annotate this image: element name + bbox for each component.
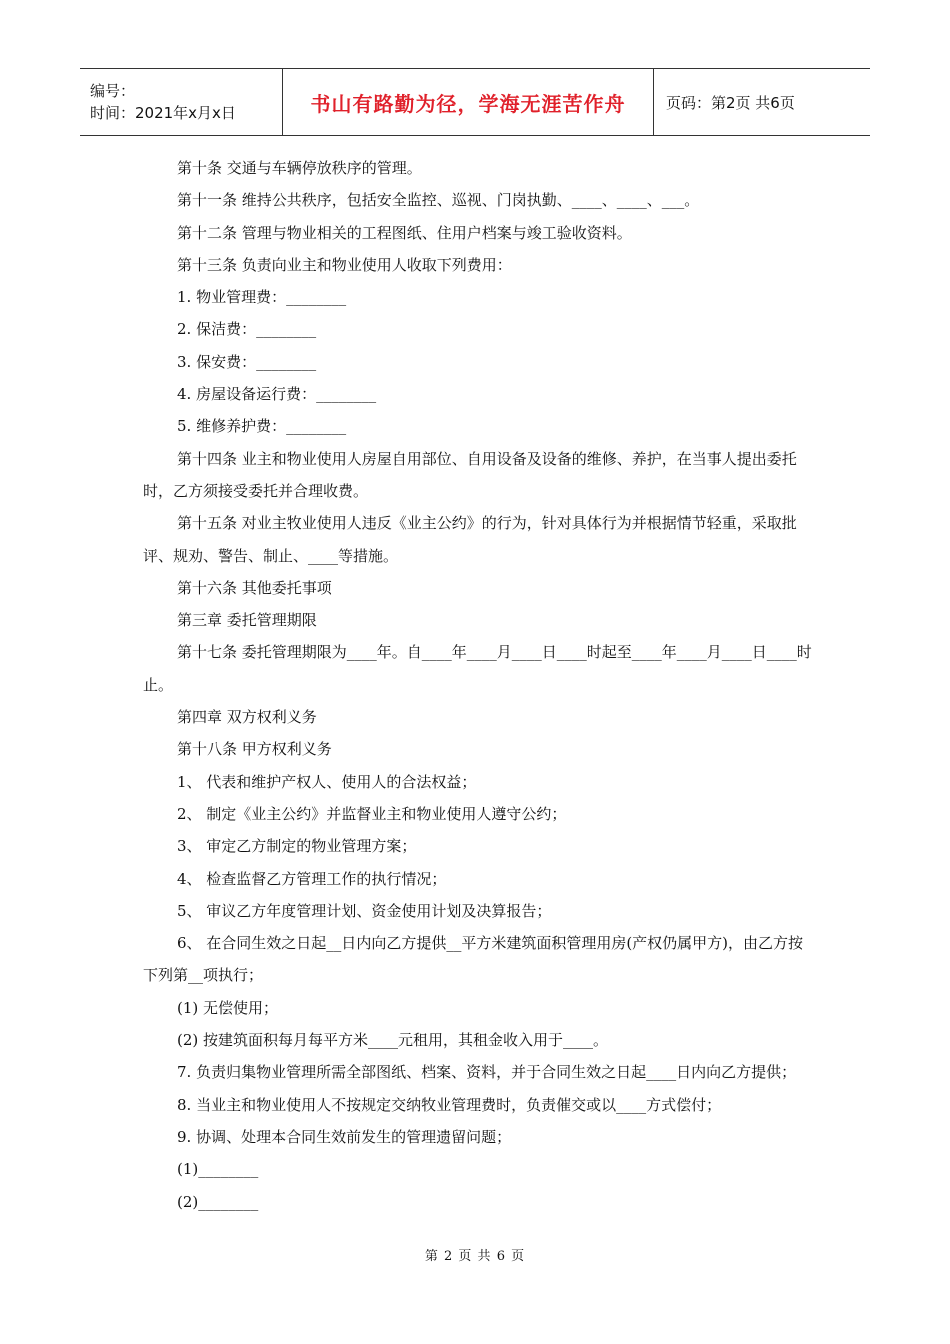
list-item: 7. 负责归集物业管理所需全部图纸、档案、资料，并于合同生效之日起____日内向乙方提供； [177, 1063, 797, 1082]
paragraph: 第十五条 对业主牧业使用人违反《业主公约》的行为，针对具体行为并根据情节轻重，采取批评、规劝、警告、制止、____等措施。 [143, 514, 797, 565]
page-header [80, 68, 870, 136]
paragraph: 第十四条 业主和物业使用人房屋自用部位、自用设备及设备的维修、养护，在当事人提出委托时，乙方须接受委托并合理收费。 [143, 449, 797, 500]
list-item: (2) 按建筑面积每月每平方米____元租用，其租金收入用于____。 [177, 1031, 609, 1050]
list-item: 4、 检查监督乙方管理工作的执行情况； [177, 869, 447, 888]
date-label: 时间：2021年x月x日 [90, 104, 236, 122]
list-item: 8. 当业主和物业使用人不按规定交纳牧业管理费时，负责催交或以____方式偿付； [177, 1095, 722, 1114]
chapter-heading: 第四章 双方权利义务 [177, 708, 317, 727]
list-item: 1、 代表和维护产权人、使用人的合法权益； [177, 772, 477, 791]
paragraph: 1. 物业管理费：________ [177, 288, 347, 307]
paragraph: 第十二条 管理与物业相关的工程图纸、住用户档案与竣工验收资料。 [177, 223, 632, 242]
list-item: (2)________ [177, 1192, 259, 1211]
document-body [143, 152, 813, 1218]
paragraph: 第十七条 委托管理期限为____年。自____年____月____日____时起至____年____月____日____时止。 [143, 643, 812, 694]
list-item: 6、 在合同生效之日起__日内向乙方提供__平方米建筑面积管理用房(产权仍属甲方)，由乙方按下列第__项执行； [143, 934, 804, 985]
serial-number-label: 编号： [90, 82, 136, 100]
paragraph: 第十三条 负责向业主和物业使用人收取下列费用： [177, 255, 512, 274]
paragraph: 4. 房屋设备运行费：________ [177, 385, 377, 404]
header-page-cell [654, 69, 870, 135]
list-item: (1)________ [177, 1160, 259, 1179]
list-item: 5、 审议乙方年度管理计划、资金使用计划及决算报告； [177, 901, 552, 920]
page-footer [0, 1245, 950, 1264]
paragraph: 第十八条 甲方权利义务 [177, 740, 332, 759]
header-motto-cell [283, 69, 654, 135]
chapter-heading: 第三章 委托管理期限 [177, 611, 317, 630]
paragraph: 3. 保安费：________ [177, 352, 317, 371]
list-item: 9. 协调、处理本合同生效前发生的管理遗留问题； [177, 1127, 512, 1146]
list-item: 3、 审定乙方制定的物业管理方案； [177, 837, 417, 856]
paragraph: 第十六条 其他委托事项 [177, 578, 332, 597]
paragraph: 5. 维修养护费：________ [177, 417, 347, 436]
list-item: 2、 制定《业主公约》并监督业主和物业使用人遵守公约； [177, 804, 567, 823]
paragraph: 第十条 交通与车辆停放秩序的管理。 [177, 159, 422, 177]
paragraph: 第十一条 维持公共秩序，包括安全监控、巡视、门岗执勤、____、____、___。 [177, 191, 700, 210]
paragraph: 2. 保洁费：________ [177, 320, 317, 339]
page-indicator: 页码：第2页 共6页 [666, 93, 795, 112]
list-item: (1) 无偿使用； [177, 998, 279, 1017]
footer-page-number: 第 2 页 共 6 页 [424, 1249, 526, 1264]
motto-text: 书山有路勤为径，学海无涯苦作舟 [310, 91, 626, 116]
header-meta [80, 69, 283, 135]
